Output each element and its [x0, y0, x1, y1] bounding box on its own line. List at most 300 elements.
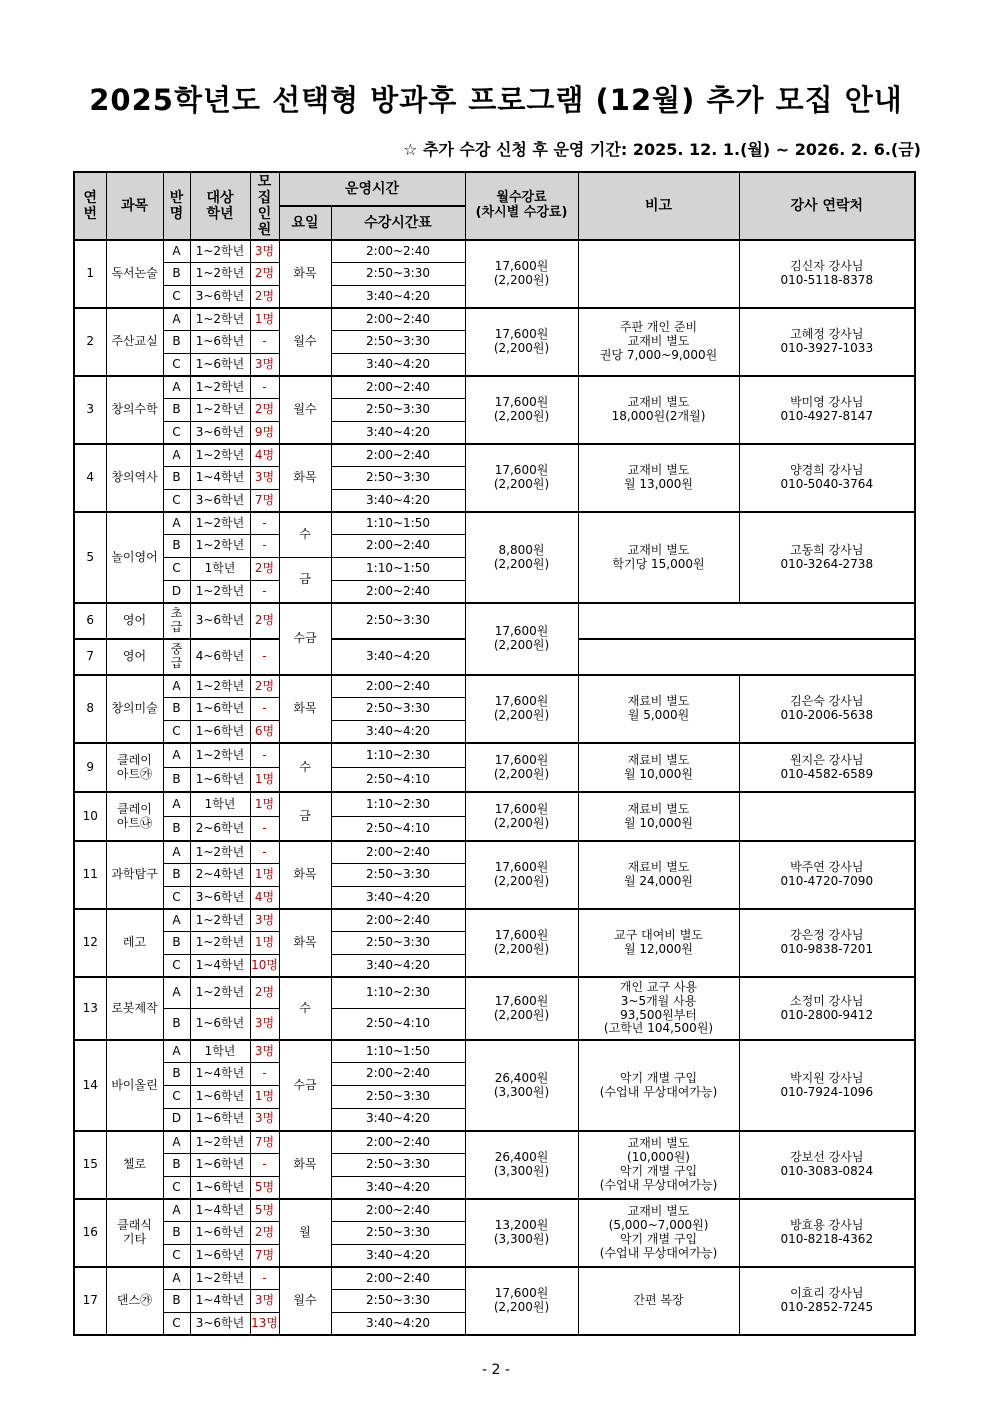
class-time: 1:10~1:50	[331, 558, 465, 581]
recruit-count: 3명	[250, 1040, 279, 1063]
class-name: B	[163, 1290, 190, 1313]
program-group	[74, 376, 915, 444]
table-row	[74, 240, 915, 263]
target-grade: 1~2학년	[190, 535, 250, 558]
program-group	[74, 1199, 915, 1267]
class-day: 월수	[279, 1267, 331, 1335]
table-row	[74, 512, 915, 535]
recruit-count: 3명	[250, 353, 279, 376]
program-group	[74, 308, 915, 376]
header-note: 비고	[578, 172, 739, 240]
operation-period: ☆ 추가 수강 신청 후 운영 기간: 2025. 12. 1.(월) ~ 2026. 2. 6.(금)	[403, 140, 921, 159]
recruit-count: 13명	[250, 1312, 279, 1335]
target-grade: 1~2학년	[190, 743, 250, 768]
recruit-count: 2명	[250, 1222, 279, 1245]
monthly-fee: 17,600원 (2,200원)	[465, 240, 578, 308]
class-name: B	[163, 1154, 190, 1177]
program-group	[74, 841, 915, 909]
class-name: C	[163, 285, 190, 308]
class-name: B	[163, 1009, 190, 1041]
class-name: B	[163, 1063, 190, 1086]
class-name: B	[163, 331, 190, 354]
class-day: 화목	[279, 675, 331, 743]
program-name: 클레이 아트㉮	[106, 743, 163, 792]
class-name: C	[163, 1312, 190, 1335]
class-name: A	[163, 1040, 190, 1063]
class-time: 3:40~4:20	[331, 639, 465, 675]
recruit-count: 1명	[250, 1086, 279, 1109]
class-day: 월수	[279, 376, 331, 444]
table-row	[74, 1267, 915, 1290]
class-time: 2:00~2:40	[331, 909, 465, 932]
target-grade: 1~2학년	[190, 932, 250, 955]
class-time: 2:50~4:10	[331, 768, 465, 793]
program-number: 14	[74, 1040, 106, 1131]
recruit-count: 9명	[250, 422, 279, 445]
program-note: 재료비 별도 월 5,000원	[578, 675, 739, 743]
program-name: 영어	[106, 639, 163, 675]
recruit-count: 2명	[250, 399, 279, 422]
program-note: 교재비 별도 18,000원(2개월)	[578, 376, 739, 444]
recruit-count: 1명	[250, 932, 279, 955]
target-grade: 1~6학년	[190, 1009, 250, 1041]
target-grade: 2~6학년	[190, 817, 250, 842]
program-note: 개인 교구 사용 3~5개월 사용 93,500원부터 (고학년 104,500원)	[578, 977, 739, 1040]
recruit-count: 2명	[250, 285, 279, 308]
recruit-count: 1명	[250, 308, 279, 331]
program-name: 바이올린	[106, 1040, 163, 1131]
class-name: A	[163, 444, 190, 467]
class-time: 2:50~3:30	[331, 1086, 465, 1109]
target-grade: 1~2학년	[190, 909, 250, 932]
recruit-count: -	[250, 1154, 279, 1177]
class-name: A	[163, 743, 190, 768]
recruit-count: 5명	[250, 1176, 279, 1199]
target-grade: 1~6학년	[190, 353, 250, 376]
class-time: 1:10~2:30	[331, 743, 465, 768]
target-grade: 1~6학년	[190, 1244, 250, 1267]
target-grade: 1~6학년	[190, 1154, 250, 1177]
class-name: C	[163, 886, 190, 909]
target-grade: 1학년	[190, 1040, 250, 1063]
recruit-count: 10명	[250, 955, 279, 978]
header-grade: 대상 학년	[190, 172, 250, 240]
class-day: 수금	[279, 603, 331, 675]
page-number: - 2 -	[482, 1362, 510, 1378]
target-grade: 1~2학년	[190, 1131, 250, 1154]
class-time: 3:40~4:20	[331, 490, 465, 513]
header-day: 요일	[279, 206, 331, 240]
class-time: 3:40~4:20	[331, 1312, 465, 1335]
monthly-fee: 13,200원 (3,300원)	[465, 1199, 578, 1267]
program-note: 교재비 별도 (5,000~7,000원) 악기 개별 구입 (수업내 무상대여가능)	[578, 1199, 739, 1267]
class-name: B	[163, 535, 190, 558]
table-row	[74, 1199, 915, 1222]
target-grade: 1~2학년	[190, 841, 250, 864]
class-name: C	[163, 1086, 190, 1109]
class-time: 2:00~2:40	[331, 535, 465, 558]
program-number: 2	[74, 308, 106, 376]
class-name: B	[163, 467, 190, 490]
class-name: A	[163, 376, 190, 399]
class-time: 2:50~3:30	[331, 698, 465, 721]
program-name: 과학탐구	[106, 841, 163, 909]
target-grade: 1~4학년	[190, 467, 250, 490]
program-name: 클래식 기타	[106, 1199, 163, 1267]
class-time: 2:00~2:40	[331, 580, 465, 603]
program-note: 재료비 별도 월 10,000원	[578, 792, 739, 841]
target-grade: 1~2학년	[190, 1267, 250, 1290]
class-name: C	[163, 558, 190, 581]
program-group	[74, 792, 915, 841]
program-group	[74, 603, 915, 675]
monthly-fee: 17,600원 (2,200원)	[465, 444, 578, 512]
class-time: 3:40~4:20	[331, 720, 465, 743]
class-name: A	[163, 308, 190, 331]
class-name: B	[163, 864, 190, 887]
class-time: 1:10~1:50	[331, 512, 465, 535]
recruit-count: 3명	[250, 1108, 279, 1131]
target-grade: 1학년	[190, 792, 250, 817]
class-day: 금	[279, 558, 331, 603]
monthly-fee: 17,600원 (2,200원)	[465, 792, 578, 841]
target-grade: 1~6학년	[190, 331, 250, 354]
class-time: 2:00~2:40	[331, 1267, 465, 1290]
program-note: 주판 개인 준비 교재비 별도 권당 7,000~9,000원	[578, 308, 739, 376]
program-note: 재료비 별도 월 10,000원	[578, 743, 739, 792]
class-time: 2:00~2:40	[331, 308, 465, 331]
program-name: 클레이 아트㉯	[106, 792, 163, 841]
monthly-fee: 17,600원 (2,200원)	[465, 743, 578, 792]
recruit-count: 2명	[250, 675, 279, 698]
table-row	[74, 841, 915, 864]
program-number: 6	[74, 603, 106, 639]
program-number: 7	[74, 639, 106, 675]
class-time: 2:50~3:30	[331, 932, 465, 955]
class-name: A	[163, 240, 190, 263]
class-time: 3:40~4:20	[331, 1244, 465, 1267]
recruit-count: 3명	[250, 467, 279, 490]
recruit-count: 1명	[250, 864, 279, 887]
recruit-count: 7명	[250, 490, 279, 513]
header-class: 반 명	[163, 172, 190, 240]
program-group	[74, 512, 915, 603]
class-name: B	[163, 1222, 190, 1245]
program-note: 교재비 별도 (10,000원) 악기 개별 구입 (수업내 무상대여가능)	[578, 1131, 739, 1199]
program-schedule-table	[73, 171, 916, 1336]
target-grade: 1~2학년	[190, 977, 250, 1009]
recruit-count: 2명	[250, 977, 279, 1009]
class-time: 2:50~3:30	[331, 603, 465, 639]
monthly-fee: 17,600원 (2,200원)	[465, 603, 578, 675]
recruit-count: 4명	[250, 886, 279, 909]
instructor-contact: 고혜정 강사님 010-3927-1033	[739, 308, 915, 376]
class-time: 2:50~3:30	[331, 1222, 465, 1245]
class-name: C	[163, 422, 190, 445]
program-group	[74, 743, 915, 792]
recruit-count: -	[250, 817, 279, 842]
recruit-count: 3명	[250, 1290, 279, 1313]
target-grade: 3~6학년	[190, 490, 250, 513]
class-time: 2:50~3:30	[331, 263, 465, 286]
target-grade: 3~6학년	[190, 1312, 250, 1335]
class-day: 월	[279, 1199, 331, 1267]
table-row	[74, 1131, 915, 1154]
program-number: 9	[74, 743, 106, 792]
recruit-count: 6명	[250, 720, 279, 743]
header-time: 수강시간표	[331, 206, 465, 240]
program-group	[74, 444, 915, 512]
target-grade: 1~4학년	[190, 1290, 250, 1313]
class-name: A	[163, 1131, 190, 1154]
class-time: 3:40~4:20	[331, 886, 465, 909]
target-grade: 3~6학년	[190, 886, 250, 909]
monthly-fee: 17,600원 (2,200원)	[465, 675, 578, 743]
class-name: B	[163, 698, 190, 721]
class-time: 2:50~3:30	[331, 1154, 465, 1177]
target-grade: 1학년	[190, 558, 250, 581]
instructor-contact: 이효리 강사님 010-2852-7245	[739, 1267, 915, 1335]
program-number: 10	[74, 792, 106, 841]
target-grade: 1~2학년	[190, 263, 250, 286]
program-group	[74, 1267, 915, 1335]
target-grade: 1~4학년	[190, 955, 250, 978]
monthly-fee: 17,600원 (2,200원)	[465, 841, 578, 909]
class-time: 3:40~4:20	[331, 353, 465, 376]
monthly-fee: 26,400원 (3,300원)	[465, 1131, 578, 1199]
class-day: 수	[279, 512, 331, 557]
program-name: 놀이영어	[106, 512, 163, 603]
class-name: B	[163, 768, 190, 793]
recruit-count: -	[250, 841, 279, 864]
class-day: 수	[279, 977, 331, 1040]
program-number: 8	[74, 675, 106, 743]
class-time: 3:40~4:20	[331, 1176, 465, 1199]
program-name: 독서논술	[106, 240, 163, 308]
target-grade: 1~4학년	[190, 1063, 250, 1086]
header-subject: 과목	[106, 172, 163, 240]
program-note: 교재비 별도 학기당 15,000원	[578, 512, 739, 603]
instructor-contact: 양경희 강사님 010-5040-3764	[739, 444, 915, 512]
class-time: 2:00~2:40	[331, 1063, 465, 1086]
program-number: 17	[74, 1267, 106, 1335]
target-grade: 1~6학년	[190, 1222, 250, 1245]
class-day: 화목	[279, 240, 331, 308]
monthly-fee: 17,600원 (2,200원)	[465, 1267, 578, 1335]
class-name: B	[163, 263, 190, 286]
monthly-fee: 17,600원 (2,200원)	[465, 376, 578, 444]
program-note: 간편 복장	[578, 1267, 739, 1335]
class-time: 2:00~2:40	[331, 444, 465, 467]
recruit-count: 2명	[250, 603, 279, 639]
program-note: 재료비 별도 월 24,000원	[578, 841, 739, 909]
class-name: A	[163, 841, 190, 864]
class-time: 1:10~2:30	[331, 977, 465, 1009]
recruit-count: 4명	[250, 444, 279, 467]
target-grade: 1~2학년	[190, 376, 250, 399]
instructor-contact: 원지은 강사님 010-4582-6589	[739, 743, 915, 792]
target-grade: 1~2학년	[190, 399, 250, 422]
class-name: C	[163, 720, 190, 743]
class-day: 수금	[279, 1040, 331, 1131]
program-number: 3	[74, 376, 106, 444]
monthly-fee: 26,400원 (3,300원)	[465, 1040, 578, 1131]
class-name: 초 급	[163, 603, 190, 639]
class-time: 2:50~3:30	[331, 399, 465, 422]
header-fee: 월수강료 (차시별 수강료)	[465, 172, 578, 240]
target-grade: 1~2학년	[190, 580, 250, 603]
target-grade: 4~6학년	[190, 639, 250, 675]
class-time: 3:40~4:20	[331, 285, 465, 308]
program-group	[74, 977, 915, 1040]
table-row	[74, 909, 915, 932]
target-grade: 1~6학년	[190, 698, 250, 721]
class-time: 3:40~4:20	[331, 422, 465, 445]
class-name: D	[163, 580, 190, 603]
program-number: 12	[74, 909, 106, 977]
instructor-contact: 박지원 강사님 010-7924-1096	[739, 1040, 915, 1131]
program-number: 13	[74, 977, 106, 1040]
recruit-count: -	[250, 1063, 279, 1086]
class-time: 2:00~2:40	[331, 841, 465, 864]
program-note: 교재비 별도 월 13,000원	[578, 444, 739, 512]
class-name: A	[163, 512, 190, 535]
program-name: 창의미술	[106, 675, 163, 743]
table-row	[74, 743, 915, 768]
instructor-contact: 고동희 강사님 010-3264-2738	[739, 512, 915, 603]
table-row	[74, 308, 915, 331]
recruit-count: 1명	[250, 768, 279, 793]
target-grade: 1~2학년	[190, 308, 250, 331]
class-name: C	[163, 490, 190, 513]
program-name: 로봇제작	[106, 977, 163, 1040]
target-grade: 2~4학년	[190, 864, 250, 887]
header-recruit: 모 집 인 원	[250, 172, 279, 240]
class-time: 2:00~2:40	[331, 675, 465, 698]
header-contact: 강사 연락처	[739, 172, 915, 240]
class-time: 2:50~3:30	[331, 864, 465, 887]
class-name: A	[163, 909, 190, 932]
target-grade: 1~4학년	[190, 1199, 250, 1222]
target-grade: 1~2학년	[190, 512, 250, 535]
target-grade: 1~6학년	[190, 768, 250, 793]
table-row	[74, 792, 915, 817]
program-name: 첼로	[106, 1131, 163, 1199]
class-time: 1:10~2:30	[331, 792, 465, 817]
recruit-count: 2명	[250, 263, 279, 286]
class-time: 2:00~2:40	[331, 1199, 465, 1222]
target-grade: 1~6학년	[190, 1176, 250, 1199]
program-name: 레고	[106, 909, 163, 977]
program-number: 15	[74, 1131, 106, 1199]
program-group	[74, 909, 915, 977]
recruit-count: -	[250, 331, 279, 354]
target-grade: 3~6학년	[190, 603, 250, 639]
class-time: 2:50~4:10	[331, 817, 465, 842]
instructor-contact: 강은정 강사님 010-9838-7201	[739, 909, 915, 977]
class-name: B	[163, 932, 190, 955]
recruit-count: -	[250, 535, 279, 558]
instructor-contact: 김은숙 강사님 010-2006-5638	[739, 675, 915, 743]
class-day: 화목	[279, 909, 331, 977]
program-group	[74, 675, 915, 743]
program-number: 5	[74, 512, 106, 603]
program-name: 창의수학	[106, 376, 163, 444]
class-name: A	[163, 675, 190, 698]
program-note: 악기 개별 구입 (수업내 무상대여가능)	[578, 1040, 739, 1131]
class-name: A	[163, 792, 190, 817]
recruit-count: -	[250, 1267, 279, 1290]
class-name: C	[163, 1176, 190, 1199]
recruit-count: -	[250, 376, 279, 399]
monthly-fee: 17,600원 (2,200원)	[465, 308, 578, 376]
recruit-count: 5명	[250, 1199, 279, 1222]
recruit-count: 3명	[250, 1009, 279, 1041]
class-day: 화목	[279, 444, 331, 512]
program-number: 11	[74, 841, 106, 909]
program-name: 영어	[106, 603, 163, 639]
recruit-count: -	[250, 512, 279, 535]
header-operation-time: 운영시간	[279, 172, 465, 206]
class-day: 금	[279, 792, 331, 841]
target-grade: 3~6학년	[190, 422, 250, 445]
instructor-contact: 박주연 강사님 010-4720-7090	[739, 841, 915, 909]
class-name: D	[163, 1108, 190, 1131]
class-name: A	[163, 977, 190, 1009]
recruit-count: -	[250, 580, 279, 603]
instructor-contact: 강보선 강사님 010-3083-0824	[739, 1131, 915, 1199]
target-grade: 1~2학년	[190, 444, 250, 467]
table-row	[74, 1040, 915, 1063]
class-time: 3:40~4:20	[331, 955, 465, 978]
class-name: 중 급	[163, 639, 190, 675]
class-time: 2:00~2:40	[331, 1131, 465, 1154]
monthly-fee: 17,600원 (2,200원)	[465, 909, 578, 977]
monthly-fee: 8,800원 (2,200원)	[465, 512, 578, 603]
recruit-count: 7명	[250, 1131, 279, 1154]
class-time: 2:50~3:30	[331, 1290, 465, 1313]
recruit-count: 1명	[250, 792, 279, 817]
program-group	[74, 1131, 915, 1199]
recruit-count: -	[250, 698, 279, 721]
program-number: 1	[74, 240, 106, 308]
class-name: B	[163, 399, 190, 422]
class-day: 화목	[279, 841, 331, 909]
recruit-count: 2명	[250, 558, 279, 581]
class-name: A	[163, 1267, 190, 1290]
class-day: 화목	[279, 1131, 331, 1199]
target-grade: 1~6학년	[190, 1086, 250, 1109]
program-name: 댄스㉮	[106, 1267, 163, 1335]
class-time: 2:00~2:40	[331, 376, 465, 399]
program-number: 16	[74, 1199, 106, 1267]
target-grade: 1~6학년	[190, 1108, 250, 1131]
target-grade: 1~2학년	[190, 240, 250, 263]
recruit-count: -	[250, 743, 279, 768]
program-number: 4	[74, 444, 106, 512]
class-time: 2:50~3:30	[331, 467, 465, 490]
class-name: A	[163, 1199, 190, 1222]
class-name: C	[163, 955, 190, 978]
program-note: 교구 대여비 별도 월 12,000원	[578, 909, 739, 977]
table-row	[74, 444, 915, 467]
program-group	[74, 240, 915, 308]
class-time: 2:50~3:30	[331, 331, 465, 354]
recruit-count: 7명	[250, 1244, 279, 1267]
target-grade: 1~2학년	[190, 675, 250, 698]
page-title: 2025학년도 선택형 방과후 프로그램 (12월) 추가 모집 안내	[89, 83, 903, 117]
monthly-fee: 17,600원 (2,200원)	[465, 977, 578, 1040]
